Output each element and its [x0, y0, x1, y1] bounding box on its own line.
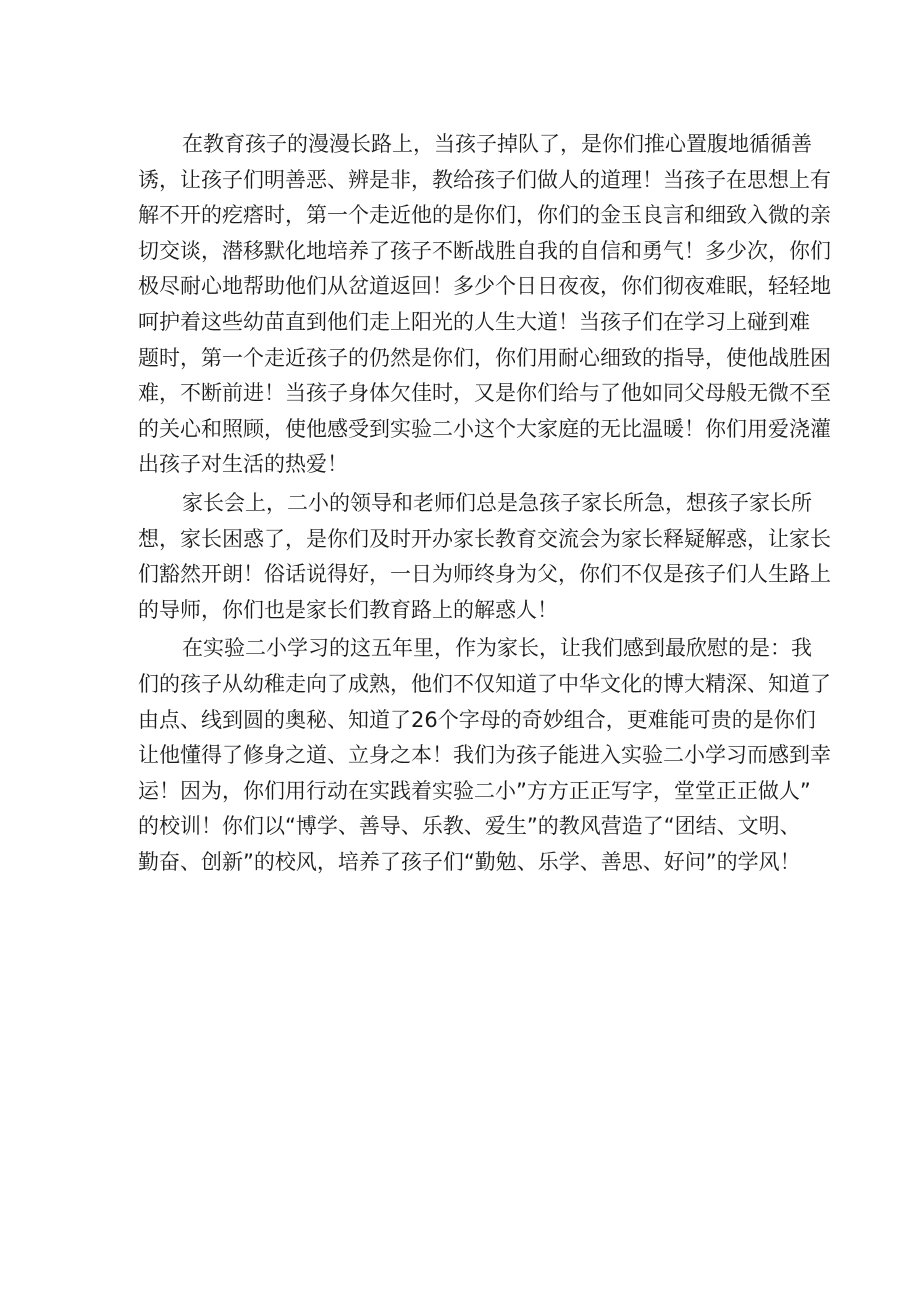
paragraph-line: 运！因为，你们用行动在实践着实验二小”方方正正写字，堂堂正正做人” — [138, 778, 811, 803]
paragraph-line: 诱，让孩子们明善恶、辨是非，教给孩子们做人的道理！当孩子在思想上有 — [138, 167, 831, 192]
paragraph-line: 们的孩子从幼稚走向了成熟，他们不仅知道了中华文化的博大精深、知道了 — [138, 671, 831, 696]
paragraph-line: 的导师，你们也是家长们教育路上的解惑人！ — [138, 597, 558, 622]
paragraph-line: 想，家长困惑了，是你们及时开办家长教育交流会为家长释疑解惑，让家长 — [138, 526, 831, 551]
paragraph-3 — [138, 631, 831, 880]
paragraph-line: 题时，第一个走近孩子的仍然是你们，你们用耐心细致的指导，使他战胜困 — [138, 345, 831, 370]
paragraph-line: 在教育孩子的漫漫长路上，当孩子掉队了，是你们推心置腹地循循善 — [182, 132, 812, 156]
paragraph-line: 勤奋、创新”的校风，培养了孩子们“勤勉、乐学、善思、好问”的学风！ — [138, 849, 801, 874]
paragraph-line: 呵护着这些幼苗直到他们走上阳光的人生大道！当孩子们在学习上碰到难 — [138, 309, 810, 334]
paragraph-line: 的关心和照顾，使他感受到实验二小这个大家庭的无比温暖！你们用爱浇灌 — [138, 416, 831, 441]
paragraph-line: 难，不断前进！当孩子身体欠佳时，又是你们给与了他如同父母般无微不至 — [138, 381, 831, 406]
paragraph-line: 的校训！你们以“博学、善导、乐教、爱生”的教风营造了“团结、文明、 — [138, 814, 801, 839]
document-body — [138, 127, 831, 880]
paragraph-line: 解不开的疙瘩时，第一个走近他的是你们，你们的金玉良言和细致入微的亲 — [138, 203, 831, 228]
paragraph-1 — [138, 127, 831, 483]
paragraph-line: 们豁然开朗！俗话说得好，一日为师终身为父，你们不仅是孩子们人生路上 — [138, 562, 831, 587]
paragraph-line: 由点、线到圆的奥秘、知道了26个字母的奇妙组合，更难能可贵的是你们 — [138, 707, 816, 732]
paragraph-line: 切交谈，潜移默化地培养了孩子不断战胜自我的自信和勇气！多少次，你们 — [138, 238, 831, 263]
paragraph-2 — [138, 486, 831, 628]
paragraph-line: 让他懂得了修身之道、立身之本！我们为孩子能进入实验二小学习而感到幸 — [138, 743, 831, 768]
paragraph-line: 出孩子对生活的热爱！ — [138, 452, 348, 477]
paragraph-line: 在实验二小学习的这五年里，作为家长，让我们感到最欣慰的是：我 — [182, 636, 812, 661]
paragraph-line: 极尽耐心地帮助他们从岔道返回！多少个日日夜夜，你们彻夜难眠，轻轻地 — [138, 274, 831, 299]
paragraph-line: 家长会上，二小的领导和老师们总是急孩子家长所急，想孩子家长所 — [182, 490, 812, 515]
